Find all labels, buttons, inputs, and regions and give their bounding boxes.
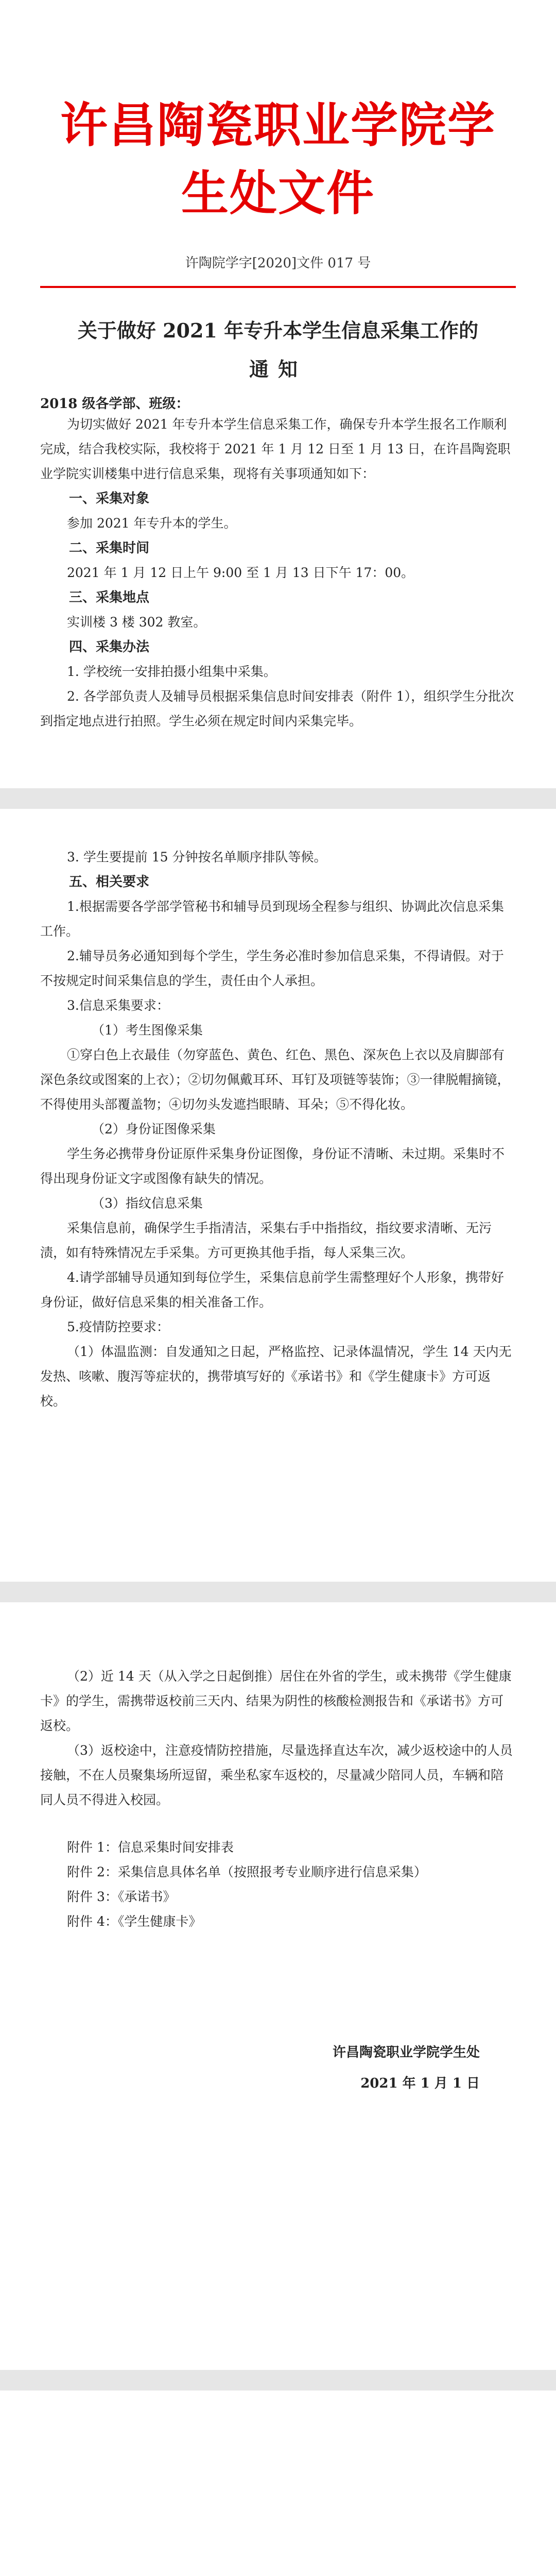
signature-org: 许昌陶瓷职业学院学生处 — [332, 2045, 480, 2060]
section-4-item-1: 1. 学校统一安排拍摄小组集中采集。 — [67, 664, 276, 679]
page-gap-1 — [0, 788, 556, 809]
document-number: 许陶院学字[2020]文件 017 号 — [185, 256, 371, 271]
section-1-body: 参加 2021 年专升本的学生。 — [67, 516, 237, 531]
signature-date: 2021 年 1 月 1 日 — [360, 2076, 480, 2091]
attachment-1: 附件 1：信息采集时间安排表 — [67, 1840, 234, 1855]
page-gap-2 — [0, 1582, 556, 1602]
notice-title-2: 通知 — [249, 358, 307, 381]
requirement-3: 3.信息采集要求： — [67, 998, 169, 1013]
epidemic-item-3: （3）返校途中，注意疫情防控措施，尽量选择直达车次，减少返校途中的人员接触，不在人员聚集场所逗留，乘坐私家车返校的，尽量减少陪同人员，车辆和陪同人员不得进入校园。 — [40, 1743, 513, 1807]
section-2-heading: 二、采集时间 — [69, 540, 150, 556]
photo-collection-heading: （1）考生图像采集 — [92, 1023, 203, 1038]
photo-collection-body: ①穿白色上衣最佳（勿穿蓝色、黄色、红色、黑色、深灰色上衣以及肩脚部有深色条纹或图案的上衣）；②切勿佩戴耳环、耳钉及项链等装饰；③一律脱帽摘镜，不得使用头部覆盖物；④切勿头发遮挡眼睛、耳朵；⑤不得化妆。 — [40, 1047, 510, 1112]
section-3-body: 实训楼 3 楼 302 教室。 — [67, 615, 206, 630]
section-4-heading: 四、采集办法 — [69, 639, 150, 655]
page-2 — [0, 845, 556, 1414]
intro-paragraph: 为切实做好 2021 年专升本学生信息采集工作，确保专升本学生报名工作顺利完成，结合我校实际，我校将于 2021 年 1 月 12 日至 1 月 13 日，在许昌陶瓷职业学院实训楼集中进行信息采集，现将有关事项通知如下： — [40, 417, 511, 481]
fingerprint-collection-body: 采集信息前，确保学生手指清洁，采集右手中指指纹，指纹要求清晰、无污渍，如有特殊情况左手采集。方可更换其他手指，每人采集三次。 — [40, 1221, 492, 1260]
section-5-heading: 五、相关要求 — [69, 874, 150, 890]
attachment-4: 附件 4：《学生健康卡》 — [67, 1914, 202, 1929]
notice-title: 关于做好 2021 年专升本学生信息采集工作的 — [77, 319, 479, 342]
section-2-body: 2021 年 1 月 12 日上午 9:00 至 1 月 13 日下午 17：00。 — [67, 565, 414, 580]
document-header-title: 许昌陶瓷职业学院学生处文件 — [60, 98, 496, 221]
section-3-heading: 三、采集地点 — [69, 590, 150, 605]
attachment-3: 附件 3：《承诺书》 — [67, 1889, 176, 1904]
section-1-heading: 一、采集对象 — [69, 491, 150, 506]
requirement-5: 5.疫情防控要求： — [67, 1319, 169, 1334]
page-gap-3 — [0, 2370, 556, 2391]
section-4-item-2: 2. 各学部负责人及辅导员根据采集信息时间安排表（附件 1），组织学生分批次到指定地点进行拍照。学生必须在规定时间内采集完毕。 — [40, 689, 514, 728]
page-3 — [0, 1664, 556, 2099]
requirement-2: 2.辅导员务必通知到每个学生，学生务必准时参加信息采集，不得请假。对于不按规定时间采集信息的学生，责任由个人承担。 — [40, 948, 504, 988]
page-1 — [0, 0, 556, 734]
section-4-item-3: 3. 学生要提前 15 分钟按名单顺序排队等候。 — [67, 850, 327, 865]
requirement-4: 4.请学部辅导员通知到每位学生，采集信息前学生需整理好个人形象，携带好身份证，做好信息采集的相关准备工作。 — [40, 1270, 504, 1310]
red-divider — [40, 286, 516, 288]
id-card-collection-heading: （2）身份证图像采集 — [92, 1122, 216, 1137]
epidemic-item-1: （1）体温监测：自发通知之日起，严格监控、记录体温情况，学生 14 天内无发热、咳嗽、腹泻等症状的，携带填写好的《承诺书》和《学生健康卡》方可返校。 — [40, 1344, 512, 1409]
attachment-2: 附件 2：采集信息具体名单（按照报考专业顺序进行信息采集） — [67, 1865, 427, 1879]
epidemic-item-2: （2）近 14 天（从入学之日起倒推）居住在外省的学生，或未携带《学生健康卡》的学生，需携带返校前三天内、结果为阴性的核酸检测报告和《承诺书》方可返校。 — [40, 1669, 512, 1733]
requirement-1: 1.根据需要各学部学管秘书和辅导员到现场全程参与组织、协调此次信息采集工作。 — [40, 899, 504, 939]
fingerprint-collection-heading: （3）指纹信息采集 — [92, 1196, 203, 1211]
addressee: 2018 级各学部、班级： — [40, 396, 189, 412]
id-card-collection-body: 学生务必携带身份证原件采集身份证图像，身份证不清晰、未过期。采集时不得出现身份证文字或图像有缺失的情况。 — [40, 1146, 505, 1186]
